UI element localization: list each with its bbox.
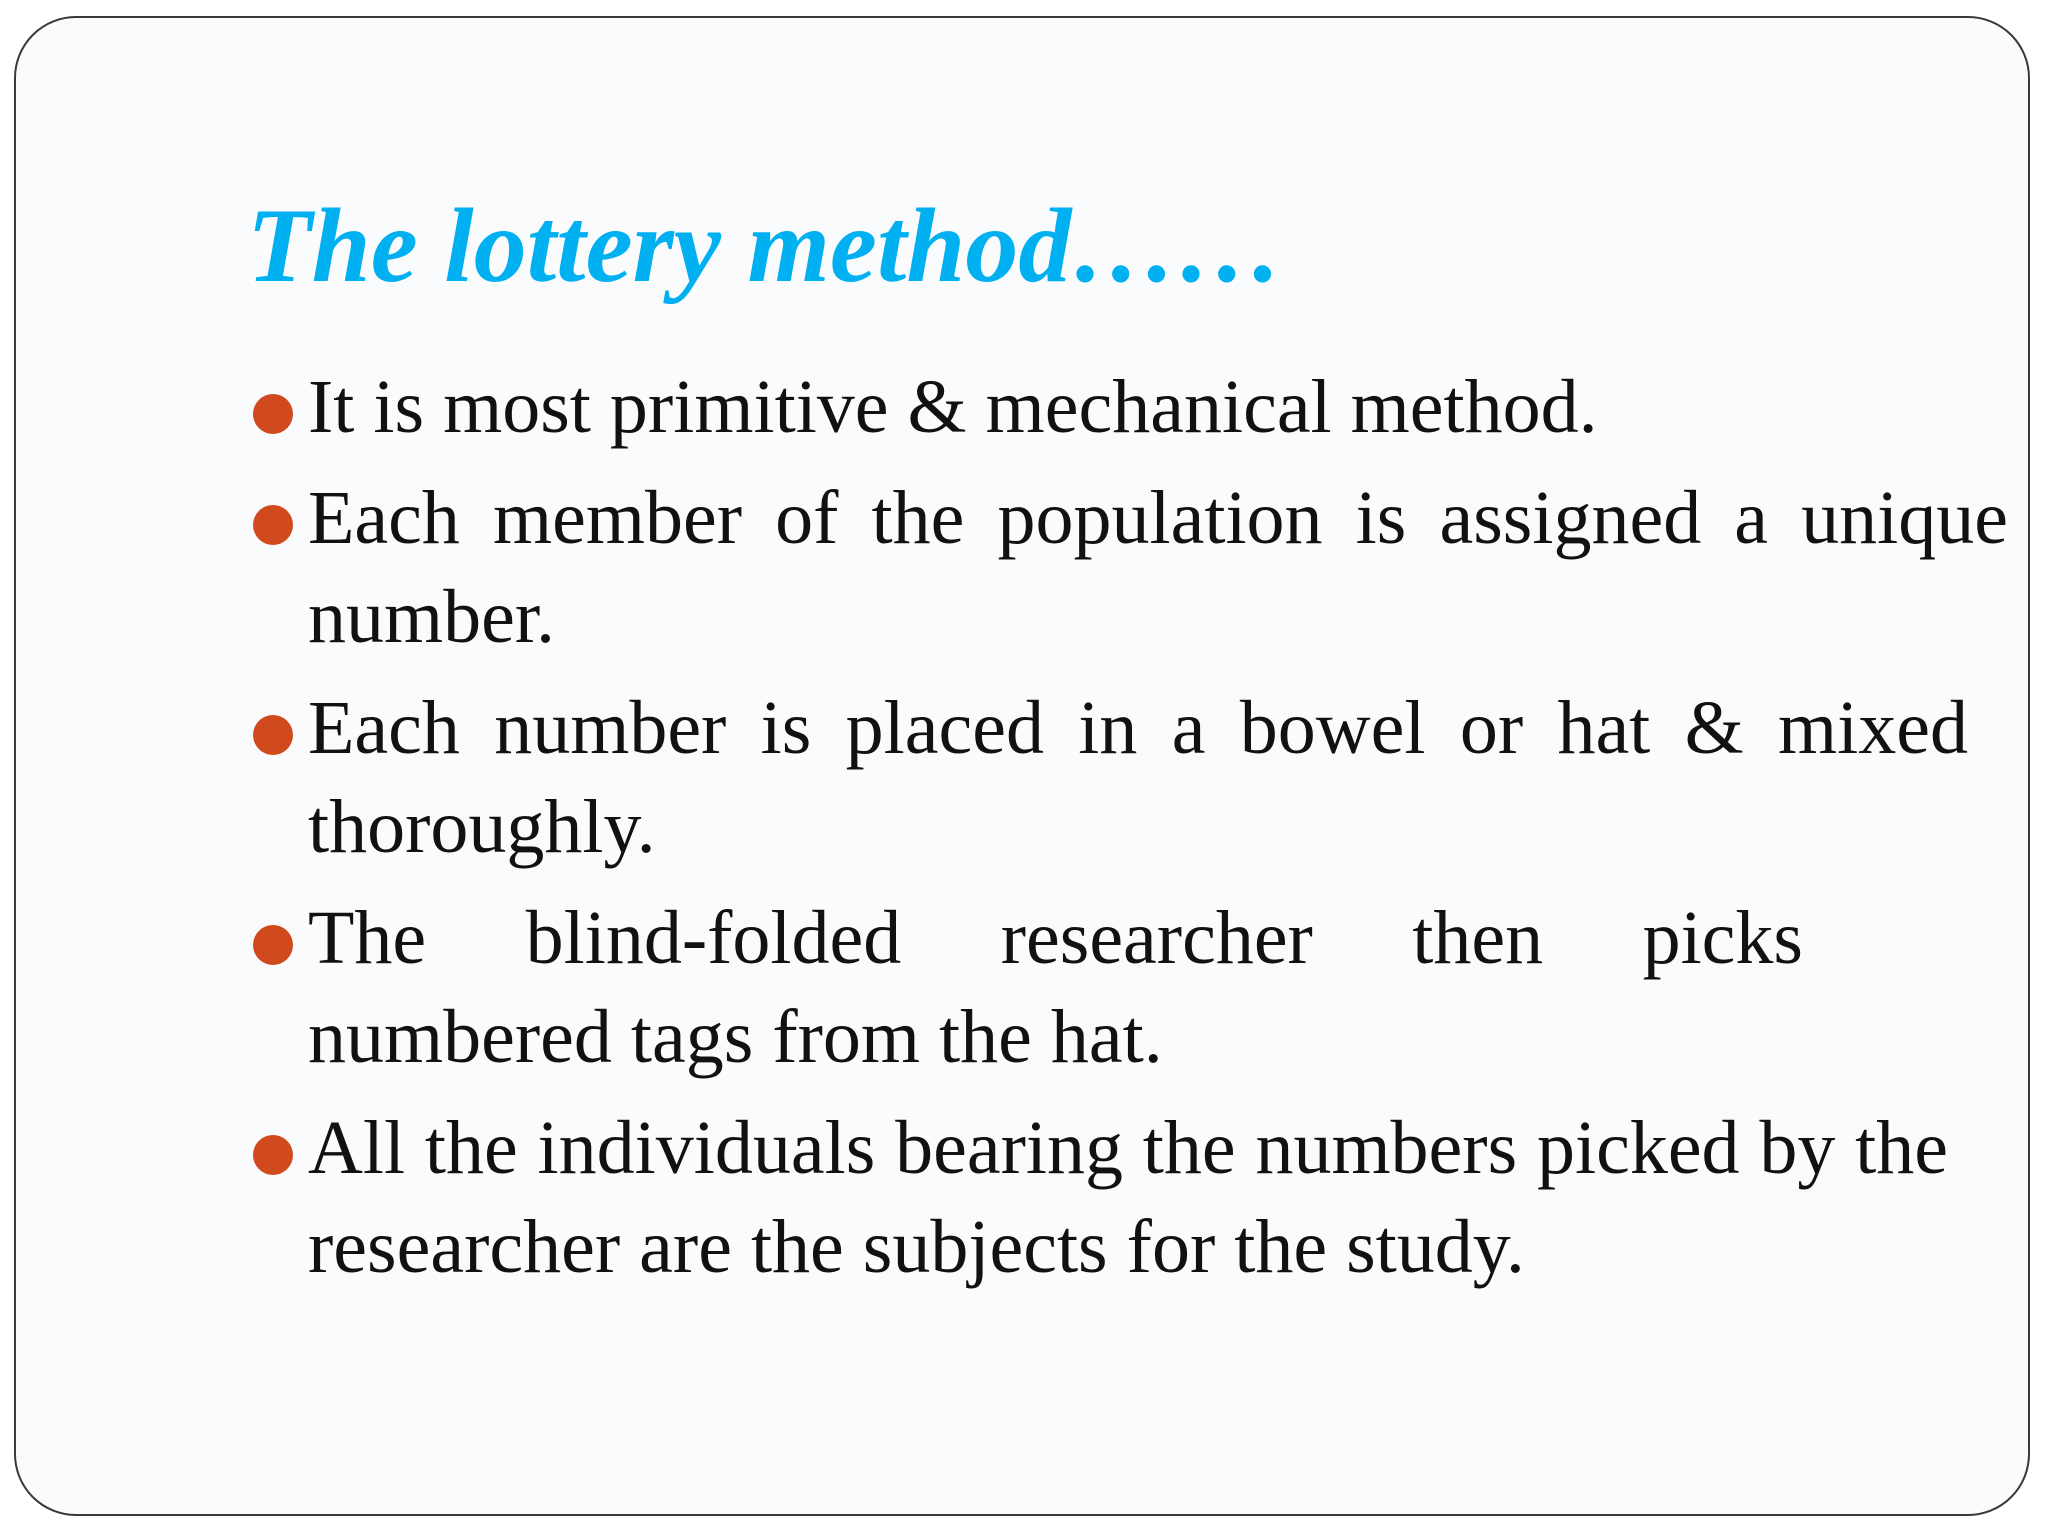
list-item xyxy=(253,889,1803,1087)
bullet-dot-icon xyxy=(253,715,293,755)
bullet-dot-icon xyxy=(253,925,293,965)
bullet-dot-icon xyxy=(253,1135,293,1175)
bullet-dot-icon xyxy=(253,394,293,434)
list-item xyxy=(253,679,1968,877)
bullet-list xyxy=(253,358,2008,1309)
list-item xyxy=(253,1099,1948,1297)
bullet-text: All the individuals bearing the numbers picked by the researcher are the subjects for the study. xyxy=(308,1106,1948,1289)
bullet-text: Each number is placed in a bowel or hat & mixed thoroughly. xyxy=(308,686,1968,869)
list-item xyxy=(253,358,2008,457)
bullet-text: Each member of the population is assigned a unique number. xyxy=(308,476,2008,659)
bullet-text: It is most primitive & mechanical method. xyxy=(308,365,1598,449)
list-item xyxy=(253,469,2008,667)
bullet-text: The blind-folded researcher then picks numbered tags from the hat. xyxy=(308,896,1803,1079)
bullet-dot-icon xyxy=(253,505,293,545)
slide-title: The lottery method…… xyxy=(247,187,1284,304)
slide-frame xyxy=(14,16,2030,1516)
